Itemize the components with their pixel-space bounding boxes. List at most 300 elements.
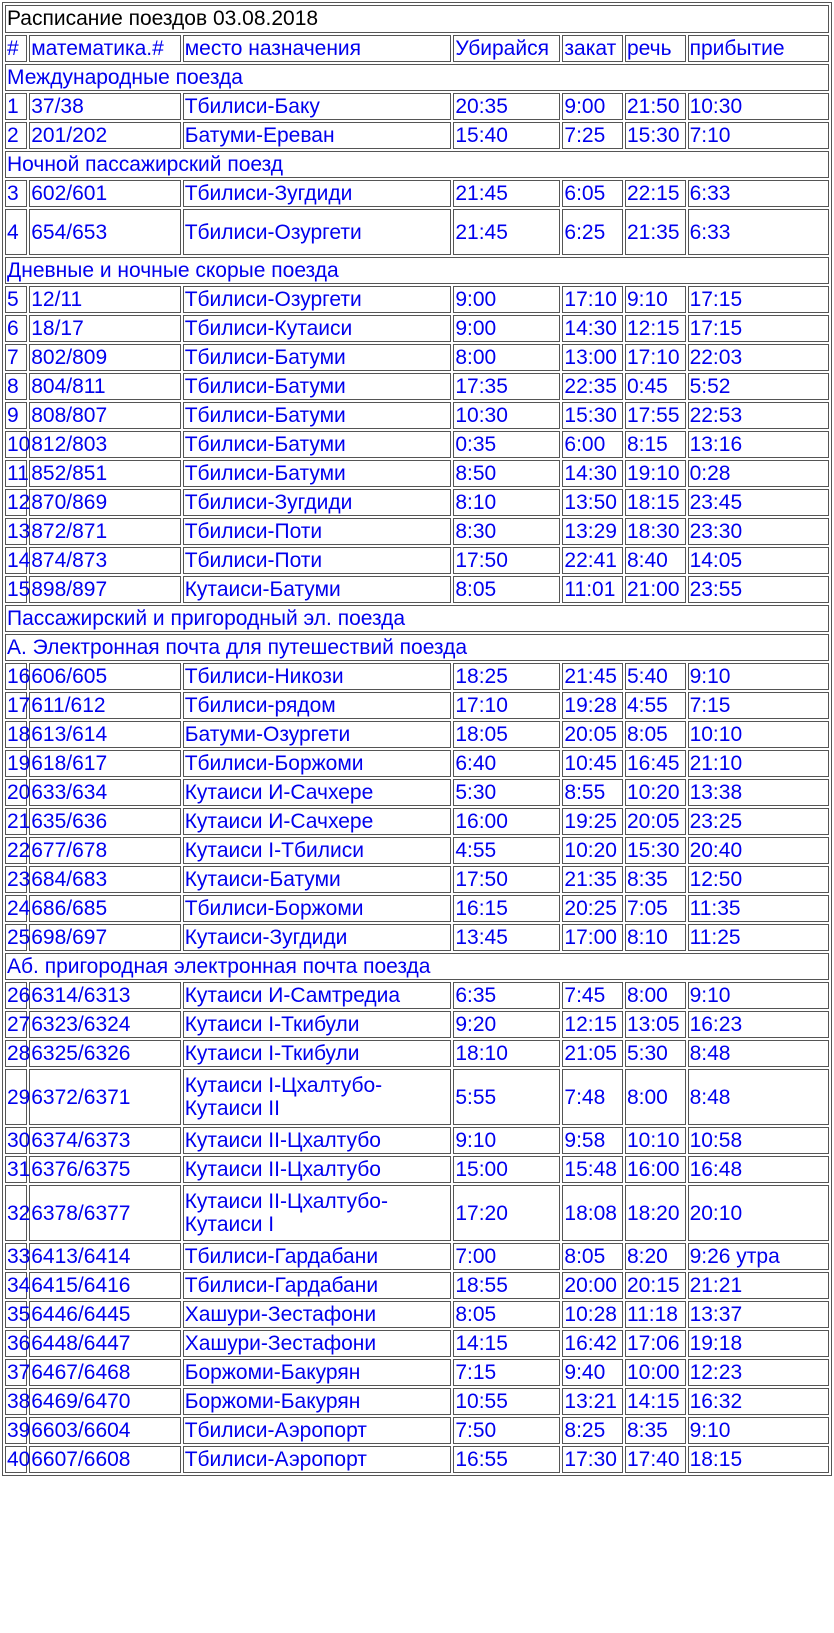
row-number: 9 — [5, 402, 27, 429]
arrival-time: 17:10 — [562, 286, 623, 313]
return-arrival-time: 22:53 — [688, 402, 829, 429]
destination: Кутаиси I-Ткибули — [183, 1011, 452, 1038]
train-number: 613/614 — [29, 721, 180, 748]
return-arrival-time: 17:15 — [688, 315, 829, 342]
row-number: 12 — [7, 491, 31, 514]
arrival-time: 9:00 — [562, 93, 623, 120]
return-arrival-time: 21:21 — [688, 1272, 829, 1299]
return-departure-time: 15:30 — [625, 837, 686, 864]
return-arrival-time: 18:15 — [688, 1446, 829, 1473]
departure-time: 18:05 — [453, 721, 560, 748]
row-number: 3 — [5, 180, 27, 207]
return-departure-time: 21:35 — [625, 209, 686, 255]
table-row — [5, 1446, 829, 1473]
departure-time: 16:55 — [453, 1446, 560, 1473]
return-arrival-time: 7:10 — [688, 122, 829, 149]
section-row — [5, 64, 829, 91]
return-departure-time: 11:18 — [625, 1301, 686, 1328]
departure-time: 18:55 — [453, 1272, 560, 1299]
table-row — [5, 895, 829, 922]
train-number: 872/871 — [29, 518, 180, 545]
return-arrival-time: 23:45 — [688, 489, 829, 516]
departure-time: 5:55 — [453, 1069, 560, 1125]
section-row — [5, 953, 829, 980]
table-row — [5, 1069, 829, 1125]
departure-time: 7:15 — [453, 1359, 560, 1386]
row-number: 24 — [7, 897, 31, 920]
section-title: Ночной пассажирский поезд — [5, 151, 829, 178]
return-departure-time: 17:40 — [625, 1446, 686, 1473]
table-row — [5, 1127, 829, 1154]
table-row — [5, 489, 829, 516]
row-number: 6 — [5, 315, 27, 342]
return-arrival-time: 23:55 — [688, 576, 829, 603]
departure-time: 17:35 — [453, 373, 560, 400]
return-arrival-time: 14:05 — [688, 547, 829, 574]
arrival-time: 14:30 — [562, 460, 623, 487]
return-arrival-time: 0:28 — [688, 460, 829, 487]
table-row — [5, 315, 829, 342]
departure-time: 20:35 — [453, 93, 560, 120]
return-arrival-time: 8:48 — [688, 1040, 829, 1067]
train-number: 635/636 — [29, 808, 180, 835]
arrival-time: 17:00 — [562, 924, 623, 951]
row-number: 22 — [7, 839, 31, 862]
row-number: 4 — [5, 209, 27, 255]
return-arrival-time: 10:30 — [688, 93, 829, 120]
train-number: 654/653 — [29, 209, 180, 255]
row-number: 16 — [7, 665, 31, 688]
destination: Кутаиси-Батуми — [183, 866, 452, 893]
departure-time: 18:10 — [453, 1040, 560, 1067]
departure-time: 16:15 — [453, 895, 560, 922]
col-header-destination: место назначения — [183, 35, 452, 62]
departure-time: 6:40 — [453, 750, 560, 777]
train-number: 677/678 — [29, 837, 180, 864]
train-number: 6469/6470 — [29, 1388, 180, 1415]
destination: Тбилиси-Батуми — [183, 344, 452, 371]
section-title: Аб. пригородная электронная почта поезда — [5, 953, 829, 980]
return-arrival-time: 7:15 — [688, 692, 829, 719]
train-number: 18/17 — [29, 315, 180, 342]
arrival-time: 8:55 — [562, 779, 623, 806]
destination: Тбилиси-Аэропорт — [183, 1446, 452, 1473]
return-departure-time: 16:45 — [625, 750, 686, 777]
row-number: 18 — [7, 723, 31, 746]
arrival-time: 18:08 — [562, 1185, 623, 1241]
return-arrival-time: 10:10 — [688, 721, 829, 748]
arrival-time: 10:45 — [562, 750, 623, 777]
section-title: Пассажирский и пригородный эл. поезда — [5, 605, 829, 632]
table-row — [5, 1272, 829, 1299]
table-row — [5, 547, 829, 574]
destination: Тбилиси-Поти — [183, 518, 452, 545]
destination: Хашури-Зестафони — [183, 1330, 452, 1357]
table-row — [5, 286, 829, 313]
return-arrival-time: 10:58 — [688, 1127, 829, 1154]
row-number: 5 — [5, 286, 27, 313]
departure-time: 6:35 — [453, 982, 560, 1009]
departure-time: 15:00 — [453, 1156, 560, 1183]
train-number: 6607/6608 — [29, 1446, 180, 1473]
return-departure-time: 13:05 — [625, 1011, 686, 1038]
arrival-time: 7:45 — [562, 982, 623, 1009]
table-row — [5, 93, 829, 120]
row-number: 40 — [7, 1448, 31, 1471]
arrival-time: 19:25 — [562, 808, 623, 835]
train-number: 6323/6324 — [29, 1011, 180, 1038]
train-number: 898/897 — [29, 576, 180, 603]
return-arrival-time: 13:16 — [688, 431, 829, 458]
row-number: 11 — [7, 462, 29, 485]
section-title: Международные поезда — [5, 64, 829, 91]
col-header-number: # — [5, 35, 27, 62]
return-departure-time: 10:20 — [625, 779, 686, 806]
table-row — [5, 402, 829, 429]
train-number: 6325/6326 — [29, 1040, 180, 1067]
row-number: 10 — [7, 433, 31, 456]
row-number: 37 — [7, 1361, 31, 1384]
table-row — [5, 663, 829, 690]
return-departure-time: 8:20 — [625, 1243, 686, 1270]
departure-time: 10:30 — [453, 402, 560, 429]
row-number: 1 — [5, 93, 27, 120]
row-number: 20 — [7, 781, 31, 804]
return-departure-time: 8:35 — [625, 1417, 686, 1444]
section-row — [5, 634, 829, 661]
departure-time: 17:20 — [453, 1185, 560, 1241]
departure-time: 15:40 — [453, 122, 560, 149]
row-number: 36 — [7, 1332, 31, 1355]
destination: Кутаиси И-Сачхере — [183, 808, 452, 835]
train-number: 802/809 — [29, 344, 180, 371]
return-departure-time: 7:05 — [625, 895, 686, 922]
arrival-time: 7:25 — [562, 122, 623, 149]
return-arrival-time: 20:40 — [688, 837, 829, 864]
row-number: 15 — [7, 578, 31, 601]
col-header-arrival-dest: закат — [562, 35, 623, 62]
return-arrival-time: 19:18 — [688, 1330, 829, 1357]
arrival-time: 10:28 — [562, 1301, 623, 1328]
return-arrival-time: 5:52 — [688, 373, 829, 400]
departure-time: 8:00 — [453, 344, 560, 371]
destination: Тбилиси-Батуми — [183, 402, 452, 429]
arrival-time: 6:25 — [562, 209, 623, 255]
train-number: 870/869 — [29, 489, 180, 516]
departure-time: 4:55 — [453, 837, 560, 864]
table-row — [5, 1301, 829, 1328]
train-number: 6415/6416 — [29, 1272, 180, 1299]
arrival-time: 15:30 — [562, 402, 623, 429]
table-row — [5, 122, 829, 149]
return-arrival-time: 11:35 — [688, 895, 829, 922]
departure-time: 18:25 — [453, 663, 560, 690]
table-row — [5, 344, 829, 371]
table-row — [5, 1243, 829, 1270]
train-number: 698/697 — [29, 924, 180, 951]
train-number: 12/11 — [29, 286, 180, 313]
return-arrival-time: 23:30 — [688, 518, 829, 545]
departure-time: 8:05 — [453, 576, 560, 603]
destination: Тбилиси-Баку — [183, 93, 452, 120]
destination: Кутаиси-Зугдиди — [183, 924, 452, 951]
return-departure-time: 9:10 — [625, 286, 686, 313]
arrival-time: 15:48 — [562, 1156, 623, 1183]
table-title: Расписание поездов 03.08.2018 — [5, 5, 829, 33]
return-departure-time: 17:06 — [625, 1330, 686, 1357]
table-row — [5, 1417, 829, 1444]
destination: Тбилиси-Озургети — [183, 286, 452, 313]
train-number: 6413/6414 — [29, 1243, 180, 1270]
return-departure-time: 18:20 — [625, 1185, 686, 1241]
train-number: 852/851 — [29, 460, 180, 487]
destination: Тбилиси-Зугдиди — [183, 489, 452, 516]
destination: Кутаиси I-Тбилиси — [183, 837, 452, 864]
return-arrival-time: 6:33 — [688, 209, 829, 255]
table-row — [5, 750, 829, 777]
return-departure-time: 20:15 — [625, 1272, 686, 1299]
arrival-time: 13:21 — [562, 1388, 623, 1415]
header-row — [5, 35, 829, 62]
arrival-time: 6:00 — [562, 431, 623, 458]
arrival-time: 21:45 — [562, 663, 623, 690]
destination: Тбилиси-Батуми — [183, 373, 452, 400]
table-row — [5, 1359, 829, 1386]
train-number: 6378/6377 — [29, 1185, 180, 1241]
return-departure-time: 16:00 — [625, 1156, 686, 1183]
train-number: 874/873 — [29, 547, 180, 574]
destination: Тбилиси-Озургети — [183, 209, 452, 255]
return-arrival-time: 20:10 — [688, 1185, 829, 1241]
return-arrival-time: 13:38 — [688, 779, 829, 806]
return-arrival-time: 13:37 — [688, 1301, 829, 1328]
departure-time: 10:55 — [453, 1388, 560, 1415]
departure-time: 7:50 — [453, 1417, 560, 1444]
table-row — [5, 692, 829, 719]
return-departure-time: 0:45 — [625, 373, 686, 400]
table-row — [5, 373, 829, 400]
table-row — [5, 982, 829, 1009]
arrival-time: 16:42 — [562, 1330, 623, 1357]
table-row — [5, 924, 829, 951]
return-departure-time: 4:55 — [625, 692, 686, 719]
destination: Кутаиси II-Цхалтубо — [183, 1156, 452, 1183]
arrival-time: 8:25 — [562, 1417, 623, 1444]
table-row — [5, 1040, 829, 1067]
section-title: А. Электронная почта для путешествий поезда — [5, 634, 829, 661]
table-row — [5, 808, 829, 835]
departure-time: 8:30 — [453, 518, 560, 545]
arrival-time: 9:58 — [562, 1127, 623, 1154]
departure-time: 17:50 — [453, 547, 560, 574]
row-number: 7 — [5, 344, 27, 371]
destination: Кутаиси I-Ткибули — [183, 1040, 452, 1067]
row-number: 33 — [7, 1245, 31, 1268]
table-row — [5, 837, 829, 864]
departure-time: 0:35 — [453, 431, 560, 458]
return-departure-time: 5:40 — [625, 663, 686, 690]
return-departure-time: 18:30 — [625, 518, 686, 545]
destination: Батуми-Ереван — [183, 122, 452, 149]
arrival-time: 20:00 — [562, 1272, 623, 1299]
return-departure-time: 22:15 — [625, 180, 686, 207]
table-row — [5, 1156, 829, 1183]
section-row — [5, 605, 829, 632]
table-row — [5, 779, 829, 806]
arrival-time: 6:05 — [562, 180, 623, 207]
row-number: 35 — [7, 1303, 31, 1326]
arrival-time: 13:00 — [562, 344, 623, 371]
destination: Кутаиси-Батуми — [183, 576, 452, 603]
departure-time: 8:05 — [453, 1301, 560, 1328]
table-row — [5, 1388, 829, 1415]
departure-time: 16:00 — [453, 808, 560, 835]
departure-time: 7:00 — [453, 1243, 560, 1270]
destination: Тбилиси-Гардабани — [183, 1272, 452, 1299]
row-number: 17 — [7, 694, 31, 717]
destination: Тбилиси-Батуми — [183, 460, 452, 487]
train-number: 686/685 — [29, 895, 180, 922]
row-number: 8 — [5, 373, 27, 400]
table-row — [5, 180, 829, 207]
train-number: 6374/6373 — [29, 1127, 180, 1154]
destination: Боржоми-Бакурян — [183, 1388, 452, 1415]
arrival-time: 22:35 — [562, 373, 623, 400]
departure-time: 8:50 — [453, 460, 560, 487]
arrival-time: 11:01 — [562, 576, 623, 603]
return-arrival-time: 9:10 — [688, 1417, 829, 1444]
arrival-time: 17:30 — [562, 1446, 623, 1473]
train-number: 6376/6375 — [29, 1156, 180, 1183]
train-number: 6372/6371 — [29, 1069, 180, 1125]
arrival-time: 13:50 — [562, 489, 623, 516]
table-row — [5, 1011, 829, 1038]
arrival-time: 9:40 — [562, 1359, 623, 1386]
departure-time: 9:00 — [453, 315, 560, 342]
return-arrival-time: 9:26 утра — [688, 1243, 829, 1270]
departure-time: 17:10 — [453, 692, 560, 719]
return-departure-time: 15:30 — [625, 122, 686, 149]
destination: Кутаиси II-Цхалтубо-Кутаиси I — [183, 1185, 452, 1241]
return-arrival-time: 21:10 — [688, 750, 829, 777]
destination: Тбилиси-Поти — [183, 547, 452, 574]
return-departure-time: 5:30 — [625, 1040, 686, 1067]
table-row — [5, 460, 829, 487]
return-arrival-time: 22:03 — [688, 344, 829, 371]
table-row — [5, 1185, 829, 1241]
train-number: 37/38 — [29, 93, 180, 120]
table-row — [5, 431, 829, 458]
departure-time: 13:45 — [453, 924, 560, 951]
train-number: 6314/6313 — [29, 982, 180, 1009]
arrival-time: 21:35 — [562, 866, 623, 893]
return-departure-time: 21:50 — [625, 93, 686, 120]
train-number: 618/617 — [29, 750, 180, 777]
row-number: 32 — [5, 1185, 27, 1241]
section-title: Дневные и ночные скорые поезда — [5, 257, 829, 284]
train-number: 684/683 — [29, 866, 180, 893]
train-number: 201/202 — [29, 122, 180, 149]
row-number: 25 — [7, 926, 31, 949]
return-arrival-time: 16:32 — [688, 1388, 829, 1415]
train-number: 6467/6468 — [29, 1359, 180, 1386]
return-arrival-time: 16:23 — [688, 1011, 829, 1038]
return-departure-time: 8:40 — [625, 547, 686, 574]
return-arrival-time: 17:15 — [688, 286, 829, 313]
destination: Кутаиси И-Сачхере — [183, 779, 452, 806]
train-number: 6446/6445 — [29, 1301, 180, 1328]
arrival-time: 13:29 — [562, 518, 623, 545]
return-departure-time: 8:00 — [625, 982, 686, 1009]
destination: Тбилиси-Батуми — [183, 431, 452, 458]
destination: Тбилиси-рядом — [183, 692, 452, 719]
destination: Тбилиси-Никози — [183, 663, 452, 690]
destination: Кутаиси И-Самтредиа — [183, 982, 452, 1009]
row-number: 21 — [7, 810, 31, 833]
return-arrival-time: 9:10 — [688, 982, 829, 1009]
arrival-time: 22:41 — [562, 547, 623, 574]
train-number: 6448/6447 — [29, 1330, 180, 1357]
destination: Тбилиси-Зугдиди — [183, 180, 452, 207]
train-number: 602/601 — [29, 180, 180, 207]
row-number: 23 — [7, 868, 31, 891]
return-arrival-time: 9:10 — [688, 663, 829, 690]
destination: Тбилиси-Аэропорт — [183, 1417, 452, 1444]
col-header-return-arrival: прибытие — [688, 35, 829, 62]
departure-time: 21:45 — [453, 180, 560, 207]
destination: Кутаиси II-Цхалтубо — [183, 1127, 452, 1154]
departure-time: 9:20 — [453, 1011, 560, 1038]
table-row — [5, 866, 829, 893]
row-number: 34 — [7, 1274, 31, 1297]
return-departure-time: 17:55 — [625, 402, 686, 429]
row-number: 19 — [7, 752, 31, 775]
table-row — [5, 1330, 829, 1357]
col-header-return-departure: речь — [625, 35, 686, 62]
return-departure-time: 10:00 — [625, 1359, 686, 1386]
train-number: 808/807 — [29, 402, 180, 429]
destination: Тбилиси-Боржоми — [183, 750, 452, 777]
return-departure-time: 10:10 — [625, 1127, 686, 1154]
row-number: 28 — [7, 1042, 31, 1065]
train-number: 812/803 — [29, 431, 180, 458]
return-arrival-time: 23:25 — [688, 808, 829, 835]
train-number: 606/605 — [29, 663, 180, 690]
section-row — [5, 151, 829, 178]
departure-time: 9:10 — [453, 1127, 560, 1154]
row-number: 14 — [7, 549, 31, 572]
destination: Тбилиси-Боржоми — [183, 895, 452, 922]
arrival-time: 7:48 — [562, 1069, 623, 1125]
train-schedule-table — [2, 2, 832, 1476]
row-number: 29 — [5, 1069, 27, 1125]
arrival-time: 10:20 — [562, 837, 623, 864]
row-number: 26 — [7, 984, 31, 1007]
return-departure-time: 14:15 — [625, 1388, 686, 1415]
arrival-time: 20:05 — [562, 721, 623, 748]
return-departure-time: 8:00 — [625, 1069, 686, 1125]
return-departure-time: 21:00 — [625, 576, 686, 603]
destination: Батуми-Озургети — [183, 721, 452, 748]
title-row — [5, 5, 829, 33]
destination: Боржоми-Бакурян — [183, 1359, 452, 1386]
return-departure-time: 12:15 — [625, 315, 686, 342]
return-departure-time: 8:10 — [625, 924, 686, 951]
row-number: 38 — [7, 1390, 31, 1413]
train-number: 804/811 — [29, 373, 180, 400]
return-departure-time: 18:15 — [625, 489, 686, 516]
departure-time: 9:00 — [453, 286, 560, 313]
